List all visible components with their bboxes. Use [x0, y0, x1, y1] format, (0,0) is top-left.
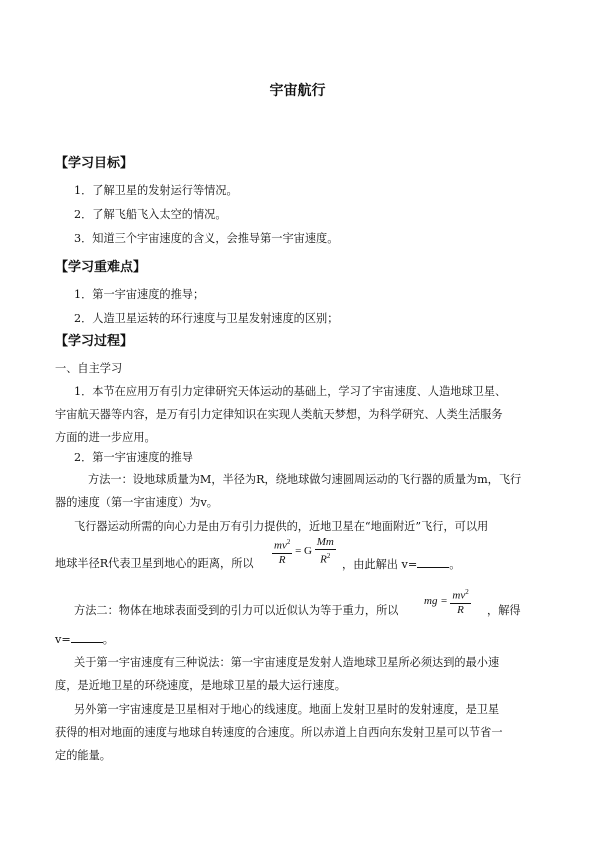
- formula-gravity: $\frac{mv^2}{R}$ = G $\frac{Mm}{R^2}$: [274, 536, 334, 566]
- centripetal-line2b: ，由此解出 v= 。: [342, 558, 461, 571]
- speed-statement-line2: 度，是近地卫星的环绕速度，是地球卫星的最大运行速度。: [55, 679, 346, 692]
- goal-item-3: 3．知道三个宇宙速度的含义，会推导第一宇宙速度。: [74, 232, 339, 245]
- goal-item-1: 1．了解卫星的发射运行等情况。: [74, 184, 238, 197]
- other-line2: 获得的相对地面的速度与地球自转速度的合速度。所以赤道上自西向东发射卫星可以节省一: [55, 726, 503, 739]
- section-self-study: 一、自主学习: [55, 362, 123, 375]
- heading-key-points: 【学习重难点】: [55, 260, 147, 275]
- heading-goals: 【学习目标】: [55, 156, 134, 171]
- page-title: 宇宙航行: [269, 83, 326, 99]
- other-line3: 定的能量。: [55, 749, 111, 762]
- formula-gravity-weight: mg = $\frac{mv^2}{R}$: [424, 588, 469, 616]
- method2-answer: v= 。: [55, 633, 114, 646]
- para2-heading: 2．第一宇宙速度的推导: [74, 451, 193, 464]
- key-item-2: 2．人造卫星运转的环行速度与卫星发射速度的区别；: [74, 312, 339, 325]
- centripetal-line2a: 地球半径R代表卫星到地心的距离，所以: [55, 557, 254, 570]
- para1-line1: 1．本节在应用万有引力定律研究天体运动的基础上，学习了宇宙速度、人造地球卫星、: [74, 385, 507, 398]
- method1-line1: 方法一：设地球质量为M，半径为R，绕地球做匀速圆周运动的飞行器的质量为m，飞行: [88, 473, 522, 486]
- method2-line: 方法二：物体在地球表面受到的引力可以近似认为等于重力，所以: [74, 604, 399, 617]
- method1-line2: 器的速度（第一宇宙速度）为v。: [55, 496, 218, 509]
- key-item-1: 1．第一宇宙速度的推导；: [74, 288, 205, 301]
- answer-blank-2[interactable]: [71, 632, 103, 643]
- heading-process: 【学习过程】: [55, 334, 134, 349]
- method2-tail: ，解得: [487, 604, 521, 617]
- para1-line3: 方面的进一步应用。: [55, 431, 156, 444]
- other-line1: 另外第一宇宙速度是卫星相对于地心的线速度。地面上发射卫星时的发射速度，是卫星: [74, 703, 500, 716]
- centripetal-line1: 飞行器运动所需的向心力是由万有引力提供的，近地卫星在“地面附近”飞行，可以用: [74, 520, 489, 533]
- answer-blank-1[interactable]: [417, 557, 449, 568]
- speed-statement-line1: 关于第一宇宙速度有三种说法：第一宇宙速度是发射人造地球卫星所必须达到的最小速: [74, 656, 500, 669]
- goal-item-2: 2．了解飞船飞入太空的情况。: [74, 208, 227, 221]
- para1-line2: 宇宙航天器等内容，是万有引力定律知识在实现人类航天梦想，为科学研究、人类生活服务: [55, 408, 503, 421]
